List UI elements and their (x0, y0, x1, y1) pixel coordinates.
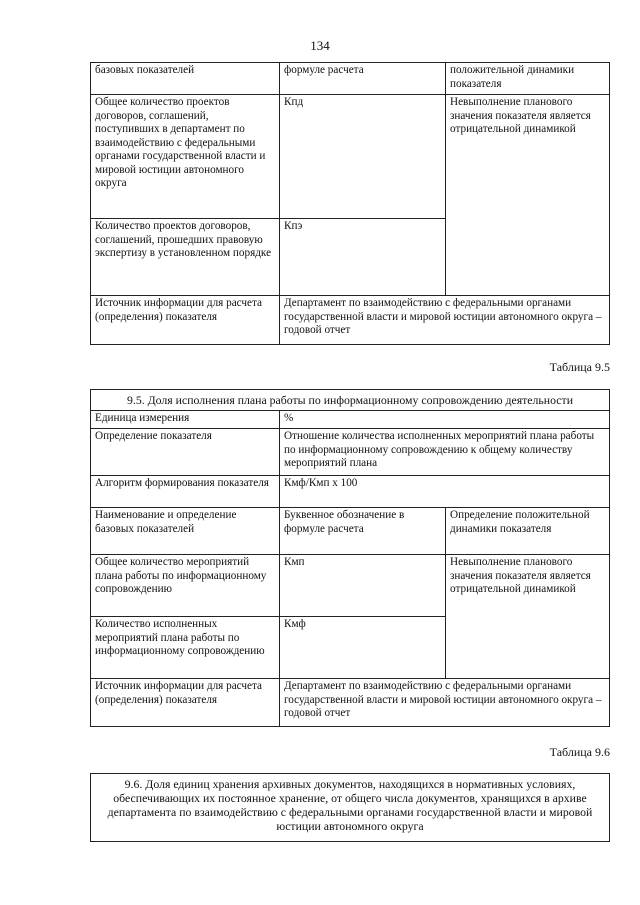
table-title-row (91, 390, 610, 411)
algorithm-row (91, 476, 610, 508)
header-cell: Буквенное обозначение в формуле расчета (280, 508, 446, 555)
definition-label: Определение показателя (91, 429, 280, 476)
source-label: Источник информации для расчета (определения) показателя (91, 296, 280, 345)
table-title: 9.6. Доля единиц хранения архивных документов, находящихся в нормативных условиях, обеспечивающих их постоянное хранение, от общего числа документов, хранящихся в архиве департамента по взаимодействию с федеральными органами государственной власти и мировой юстиции автономного округа (91, 774, 610, 842)
table-title: 9.5. Доля исполнения плана работы по информационному сопровождению деятельности (91, 390, 610, 411)
table-row (91, 555, 610, 617)
indicator-name: Количество проектов договоров, соглашений, прошедших правовую экспертизу в установленном порядке (91, 219, 280, 296)
indicator-symbol: Кмп (280, 555, 446, 617)
table-header-row (91, 63, 610, 95)
unit-label: Единица измерения (91, 411, 280, 429)
table-caption: Таблица 9.5 (549, 360, 610, 374)
indicator-symbol: Кпд (280, 95, 446, 219)
unit-row (91, 411, 610, 429)
definition-row (91, 429, 610, 476)
header-cell: Определение положительной динамики показателя (446, 508, 610, 555)
header-cell: Наименование и определение базовых показателей (91, 508, 280, 555)
table-caption: Таблица 9.6 (549, 745, 610, 759)
table-9-5 (90, 389, 610, 727)
table-header-row (91, 508, 610, 555)
indicator-symbol: Кпэ (280, 219, 446, 296)
source-value: Департамент по взаимодействию с федеральными органами государственной власти и мировой юстиции автономного округа – годовой отчет (280, 679, 610, 727)
indicator-name: Количество исполненных мероприятий плана работы по информационному сопровождению (91, 617, 280, 679)
unit-value: % (280, 411, 610, 429)
table-title-row (91, 774, 610, 842)
page-number: 134 (310, 38, 330, 53)
definition-value: Отношение количества исполненных мероприятий плана работы по информационному сопровождению к общему количеству мероприятий плана (280, 429, 610, 476)
dynamics-definition: Невыполнение планового значения показателя является отрицательной динамикой (446, 95, 610, 296)
dynamics-definition: Невыполнение планового значения показателя является отрицательной динамикой (446, 555, 610, 679)
source-value: Департамент по взаимодействию с федеральными органами государственной власти и мировой юстиции автономного округа – годовой отчет (280, 296, 610, 345)
header-cell: базовых показателей (91, 63, 280, 95)
source-label: Источник информации для расчета (определения) показателя (91, 679, 280, 727)
table-continuation (90, 62, 610, 345)
algorithm-label: Алгоритм формирования показателя (91, 476, 280, 508)
algorithm-value: Кмф/Кмп х 100 (280, 476, 610, 508)
table-row (91, 95, 610, 219)
header-cell: формуле расчета (280, 63, 446, 95)
source-row (91, 679, 610, 727)
source-row (91, 296, 610, 345)
indicator-name: Общее количество проектов договоров, соглашений, поступивших в департамент по взаимодействию с федеральными органами государственной власти и мировой юстиции автономного округа (91, 95, 280, 219)
indicator-symbol: Кмф (280, 617, 446, 679)
indicator-name: Общее количество мероприятий плана работы по информационному сопровождению (91, 555, 280, 617)
header-cell: положительной динамики показателя (446, 63, 610, 95)
table-9-6 (90, 773, 610, 842)
